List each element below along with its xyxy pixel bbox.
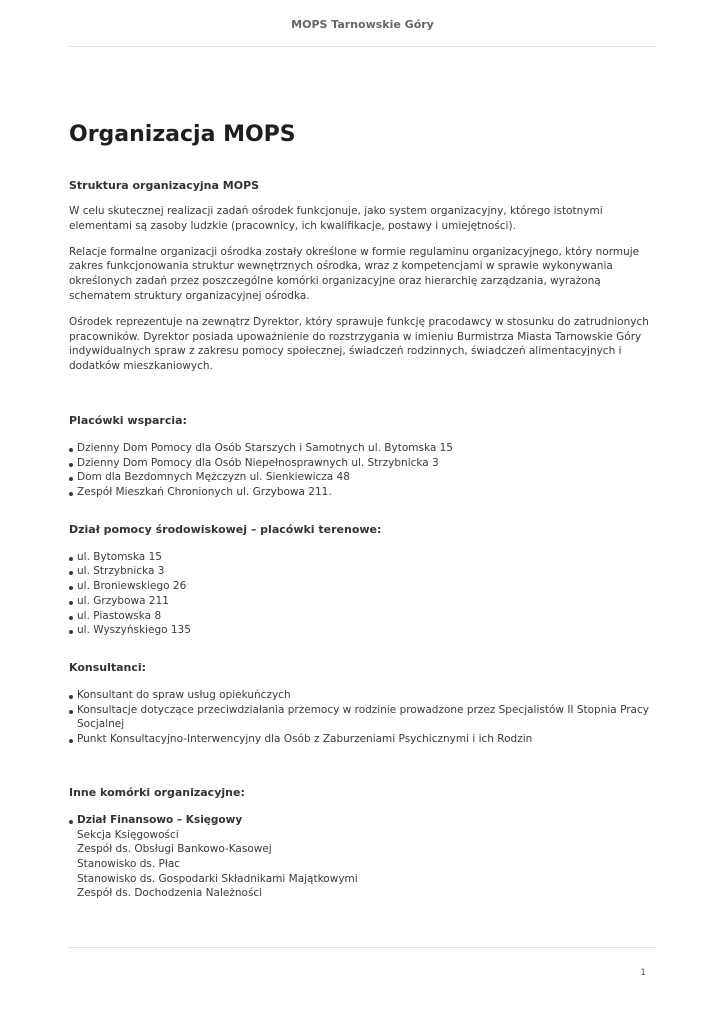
list-item: Dom dla Bezdomnych Mężczyzn ul. Sienkiewicza 48: [69, 470, 659, 485]
footer-divider: [69, 947, 656, 948]
page-title: Organizacja MOPS: [69, 122, 296, 147]
list-item: Konsultacje dotyczące przeciwdziałania przemocy w rodzinie prowadzone przez Specjalistów II Stopnia Pracy Socjalnej: [69, 703, 659, 732]
other-units-heading: Inne komórki organizacyjne:: [69, 785, 245, 799]
sub-unit-line: Stanowisko ds. Gospodarki Składnikami Majątkowymi: [77, 872, 358, 885]
structure-paragraph-2: Relacje formalne organizacji ośrodka zostały określone w formie regulaminu organizacyjnego, który normuje zakres funkcjonowania struktur wewnętrznych ośrodka, wraz z kompetencjami w sprawie wykonywania określonych zadań przez poszczególne komórki organizacyjne oraz hierarchię zarządzania, wyrażoną schematem struktury organizacyjnej ośrodka.: [69, 245, 640, 302]
list-item: Konsultant do spraw usług opiekuńczych: [69, 688, 659, 703]
sub-unit-line: Zespół ds. Dochodzenia Należności: [77, 887, 263, 900]
structure-paragraph-3: Ośrodek reprezentuje na zewnątrz Dyrektor, który sprawuje funkcję pracodawcy w stosunku do zatrudnionych pracowników. Dyrektor posiada upoważnienie do rozstrzygania w imieniu Burmistrza Miasta Tarnowskie Góry indywidualnych spraw z zakresu pomocy społecznej, świadczeń rodzinnych, świadczeń alimentacyjnych i dodatków mieszkaniowych.: [69, 315, 649, 373]
structure-paragraph-1: W celu skutecznej realizacji zadań ośrodek funkcjonuje, jako system organizacyjny, którego istotnymi elementami są zasoby ludzkie (pracownicy, ich kwalifikacje, postawy i umiejętności).: [69, 205, 603, 232]
consultants-heading: Konsultanci:: [69, 661, 147, 674]
header-divider: [69, 46, 656, 47]
list-item: ul. Grzybowa 211: [69, 594, 659, 609]
department-sub-units: [69, 828, 659, 902]
header-site-title: MOPS Tarnowskie Góry: [291, 18, 434, 31]
list-item: Dzienny Dom Pomocy dla Osób Niepełnosprawnych ul. Strzybnicka 3: [69, 456, 659, 471]
support-facilities-list: [69, 441, 659, 500]
other-units-list: [69, 813, 659, 828]
field-offices-heading: Dział pomocy środowiskowej – placówki terenowe:: [69, 522, 382, 536]
list-item: ul. Bytomska 15: [69, 550, 659, 565]
list-item: ul. Piastowska 8: [69, 609, 659, 624]
list-item: Zespół Mieszkań Chronionych ul. Grzybowa 211.: [69, 485, 659, 500]
list-item: ul. Broniewskiego 26: [69, 579, 659, 594]
document-content: [69, 118, 659, 901]
field-offices-list: [69, 550, 659, 638]
page-number: 1: [640, 968, 646, 978]
list-item: ul. Strzybnicka 3: [69, 564, 659, 579]
sub-unit-line: Stanowisko ds. Płac: [77, 857, 181, 870]
support-facilities-heading: Placówki wsparcia:: [69, 413, 187, 427]
sub-unit-line: Sekcja Księgowości: [77, 828, 179, 841]
list-item: ul. Wyszyńskiego 135: [69, 623, 659, 638]
list-item: Dzienny Dom Pomocy dla Osób Starszych i Samotnych ul. Bytomska 15: [69, 441, 659, 456]
sub-unit-line: Zespół ds. Obsługi Bankowo-Kasowej: [77, 843, 272, 856]
list-item-department: Dział Finansowo – Księgowy: [69, 813, 659, 828]
structure-heading: Struktura organizacyjna MOPS: [69, 179, 260, 192]
consultants-list: [69, 688, 659, 747]
list-item: Punkt Konsultacyjno-Interwencyjny dla Osób z Zaburzeniami Psychicznymi i ich Rodzin: [69, 732, 659, 747]
